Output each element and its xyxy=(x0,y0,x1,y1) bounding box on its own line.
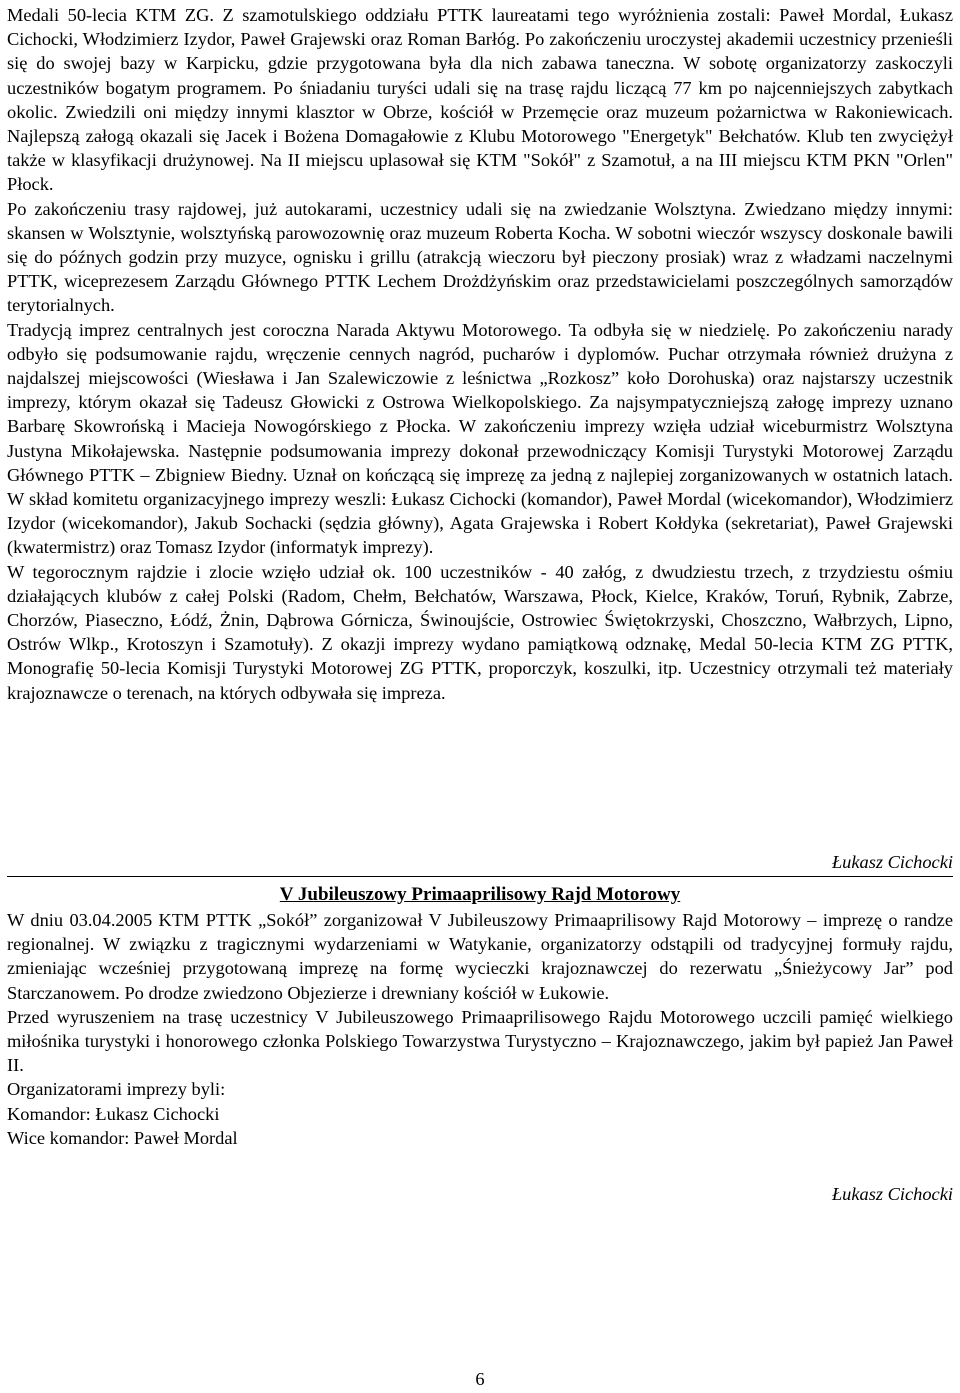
author-signature: Łukasz Cichocki xyxy=(831,852,953,872)
paragraph: Wice komandor: Paweł Mordal xyxy=(7,1127,238,1148)
paragraph: Po zakończeniu trasy rajdowej, już autokarami, uczestnicy udali się na zwiedzanie Wolsztyna. Zwiedzano między innymi: skansen w Wolsztynie, wolsztyńską parowozownię oraz muzeum Roberta Kocha. W sobotni wieczór wszyscy doskonale bawili się do późnych godzin przy muzyce, ognisku i grillu (atrakcją wieczoru był pieczony prosiak) wraz z władzami naczelnymi PTTK, wiceprezesem Zarządu Głównego PTTK Lechem Drożdżyńskim oraz przedstawicielami poszczególnych samorządów terytorialnych. xyxy=(7,198,953,316)
section-divider xyxy=(7,876,953,877)
article-title: V Jubileuszowy Primaaprilisowy Rajd Motorowy xyxy=(279,884,681,905)
paragraph: Przed wyruszeniem na trasę uczestnicy V Jubileuszowego Primaaprilisowego Rajdu Motorowego uczcili pamięć wielkiego miłośnika turystyki i honorowego członka Polskiego Towarzystwa Turystyczno – Krajoznawczego, jakim był papież Jan Paweł II. xyxy=(7,1006,953,1076)
paragraph: Medali 50-lecia KTM ZG. Z szamotulskiego oddziału PTTK laureatami tego wyróżnienia zostali: Paweł Mordal, Łukasz Cichocki, Włodzimierz Izydor, Paweł Grajewski oraz Roman Barłóg. Po zakończeniu uroczystej akademii uczestnicy przenieśli się do swojej bazy w Karpicku, gdzie przygotowana była dla nich zabawa taneczna. W sobotę organizatorzy zaskoczyli uczestników bogatym programem. Po śniadaniu turyści udali się na trasę rajdu liczącą 77 km po najcenniejszych zabytkach okolic. Zwiedzili oni między innymi klasztor w Obrze, kościół w Przemęcie oraz muzeum pożarnictwa w Rakoniewicach. Najlepszą załogą okazali się Jacek i Bożena Domagałowie z Klubu Motorowego "Energetyk" Bełchatów. Klub ten zwyciężył także w klasyfikacji drużynowej. Na II miejscu uplasował się KTM "Sokół" z Szamotuł, a na III miejscu KTM PKN "Orlen" Płock. xyxy=(7,5,953,195)
author-signature: Łukasz Cichocki xyxy=(831,1184,953,1204)
paragraph: W tegorocznym rajdzie i zlocie wzięło udział ok. 100 uczestników - 40 załóg, z dwudziestu trzech, z trzydziestu ośmiu działających klubów z całej Polski (Radom, Chełm, Bełchatów, Warszawa, Płock, Kielce, Kraków, Toruń, Rybnik, Zabrze, Chorzów, Piaseczno, Łódź, Żnin, Dąbrowa Górnicza, Świnoujście, Ostrowiec Świętokrzyski, Choszczno, Wałbrzych, Lipno, Ostrów Wlkp., Krotoszyn i Szamotuły). Z okazji imprezy wydano pamiątkową odznakę, Medal 50-lecia KTM ZG PTTK, Monografię 50-lecia Komisji Turystyki Motorowej ZG PTTK, proporczyk, koszulki, itp. Uczestnicy otrzymali też materiały krajoznawcze o terenach, na których odbywała się impreza. xyxy=(7,561,953,703)
paragraph: Komandor: Łukasz Cichocki xyxy=(7,1103,220,1124)
paragraph: W dniu 03.04.2005 KTM PTTK „Sokół” zorganizował V Jubileuszowy Primaaprilisowy Rajd Motorowy – imprezę o randze regionalnej. W związku z tragicznymi wydarzeniami w Watykanie, organizatorzy odstąpili od tradycyjnej formuły rajdu, zmieniając wcześniej przygotowaną imprezę na formę wycieczki krajoznawczej do rezerwatu „Śnieżycowy Jar” pod Starczanowem. Po drodze zwiedzono Objezierze i drewniany kościół w Łukowie. xyxy=(7,910,953,1003)
article-body xyxy=(7,3,953,705)
page-number: 6 xyxy=(475,1369,485,1389)
article-body xyxy=(7,908,953,1150)
paragraph: Tradycją imprez centralnych jest coroczna Narada Aktywu Motorowego. Ta odbyła się w niedzielę. Po zakończeniu narady odbyło się podsumowanie rajdu, wręczenie cennych nagród, pucharów i dyplomów. Puchar otrzymała również drużyna z najdalszej miejscowości (Wiesława i Jan Szalewiczowie z leśnictwa „Rozkosz” koło Dorohuska) oraz najstarszy uczestnik imprezy, którym okazał się Tadeusz Głowicki z Ostrowa Wielkopolskiego. Za najsympatyczniejszą załogę imprezy uznano Barbarę Skowrońską i Macieja Nowogórskiego z Płocka. W zakończeniu imprezy wzięła udział wiceburmistrz Wolsztyna Justyna Mikołajewska. Następnie podsumowania imprezy dokonał przewodniczący Komisji Turystyki Motorowej Zarządu Głównego PTTK – Zbigniew Biedny. Uznał on kończącą się imprezę za jedną z najlepiej zorganizowanych w ostatnich latach. W skład komitetu organizacyjnego imprezy weszli: Łukasz Cichocki (komandor), Paweł Mordal (wicekomandor), Włodzimierz Izydor (wicekomandor), Jakub Sochacki (sędzia główny), Agata Grajewska i Robert Kołdyka (sekretariat), Paweł Grajewski (kwatermistrz) oraz Tomasz Izydor (informatyk imprezy). xyxy=(7,319,953,558)
paragraph: Organizatorami imprezy byli: xyxy=(7,1079,226,1100)
